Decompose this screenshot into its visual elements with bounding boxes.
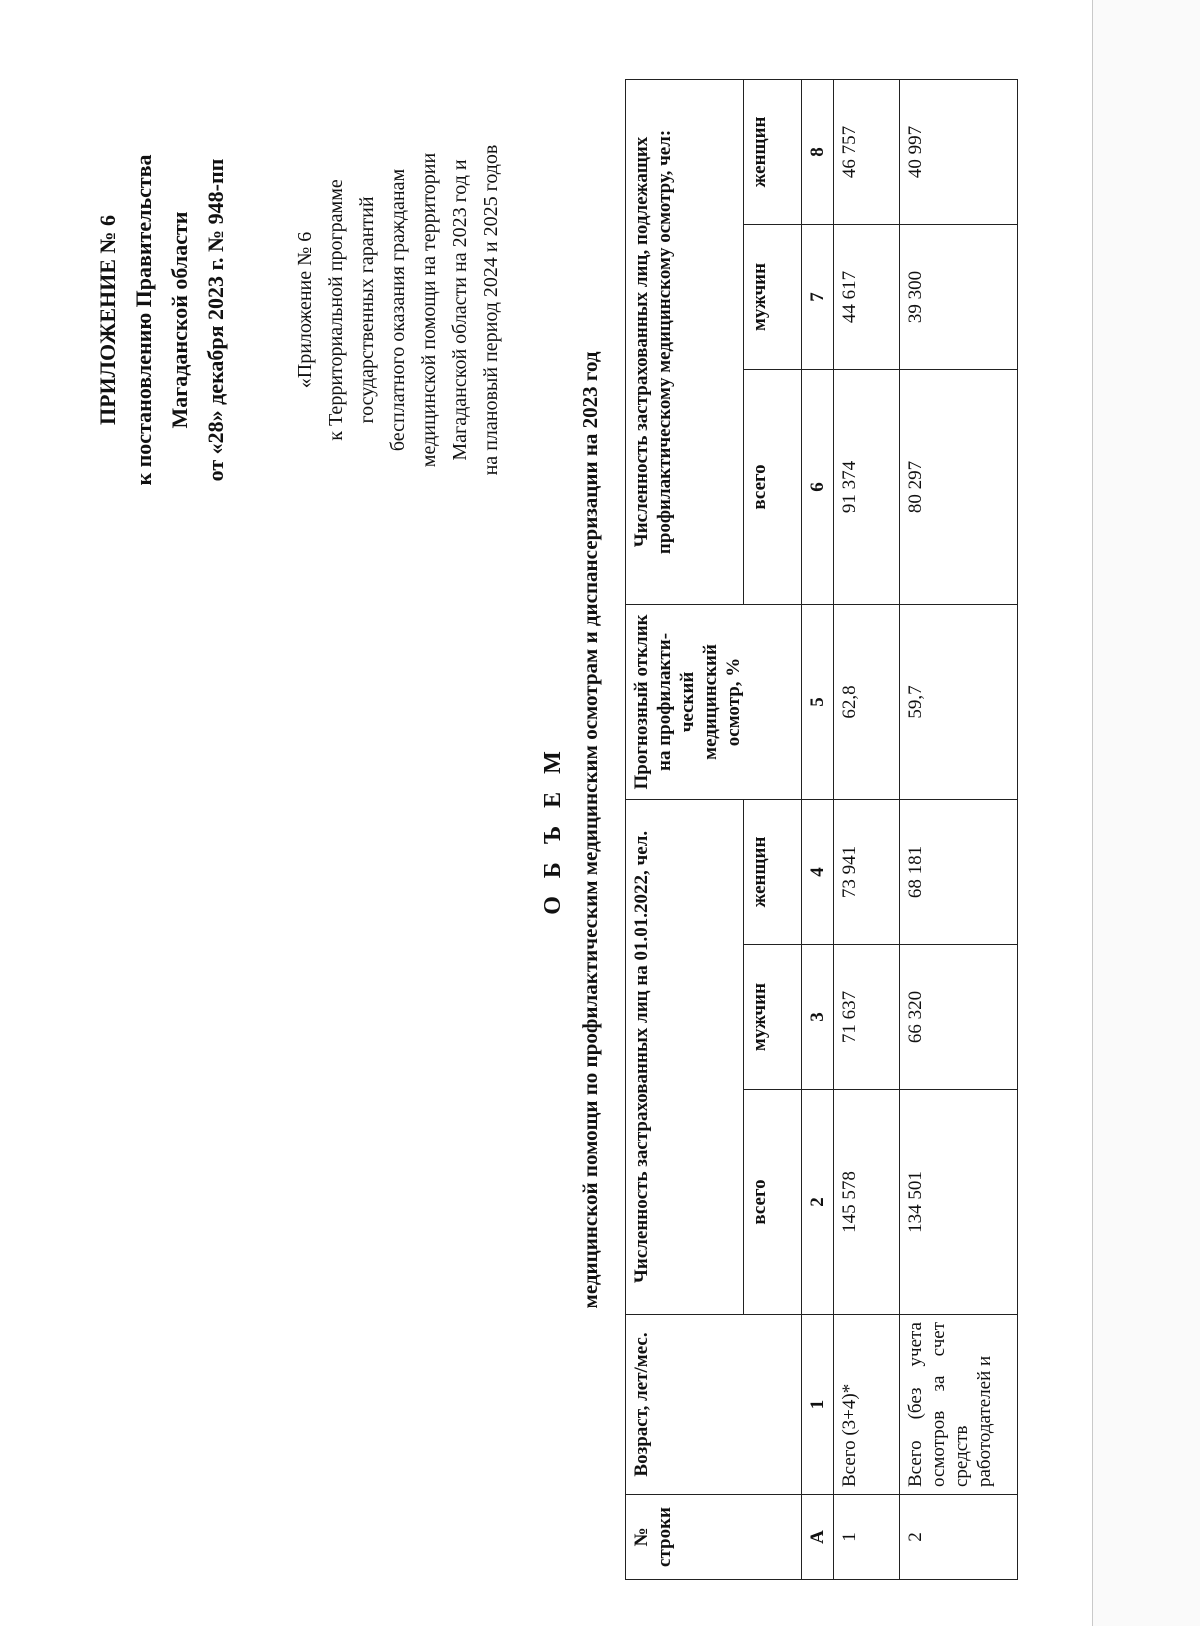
- subject-women-cell: 40 997: [900, 79, 1018, 224]
- insured-women-cell: 73 941: [834, 799, 900, 944]
- document-subtitle: медицинской помощи по профилактическим медицинским осмотрам и диспансеризации на 2023 год: [578, 351, 602, 1309]
- annex-reference: [290, 50, 507, 570]
- header-insured-total: всего: [744, 1090, 802, 1315]
- subject-men-cell: 39 300: [900, 224, 1018, 369]
- scan-edge: [1092, 0, 1093, 1626]
- annex-line-5: медицинской помощи на территории: [418, 152, 440, 468]
- column-number: А: [802, 1495, 834, 1580]
- header-row-1: [626, 79, 744, 1579]
- scan-margin: [1093, 0, 1200, 1626]
- insured-men-cell: 66 320: [900, 945, 1018, 1090]
- column-number: 1: [802, 1315, 834, 1495]
- header-age: Возраст, лет/мес.: [626, 1315, 802, 1495]
- forecast-cell: 62,8: [834, 604, 900, 799]
- annex-line-3: государственных гарантий: [356, 196, 378, 424]
- forecast-cell: 59,7: [900, 604, 1018, 799]
- header-insured-men: мужчин: [744, 945, 802, 1090]
- header-forecast-response: Прогнозный отклик на профилакти-ческий медицинский осмотр, %: [626, 604, 802, 799]
- header-subject-women: женщин: [744, 79, 802, 224]
- appendix-heading: [90, 60, 234, 580]
- column-number: 2: [802, 1090, 834, 1315]
- row-label: Всего (3+4)*: [834, 1315, 900, 1495]
- row-number: 2: [900, 1495, 1018, 1580]
- table-row: [900, 79, 1018, 1579]
- table-row: [834, 79, 900, 1579]
- annex-line-6: Магаданской области на 2023 год и: [449, 159, 471, 461]
- annex-line-4: бесплатного оказания гражданам: [387, 168, 409, 452]
- insured-total-cell: 145 578: [834, 1090, 900, 1315]
- header-insured-population: Численность застрахованных лиц на 01.01.2022, чел.: [626, 799, 744, 1314]
- column-number: 6: [802, 369, 834, 604]
- header-row-number: № строки: [626, 1495, 802, 1580]
- rotated-page: [90, 40, 1090, 1580]
- header-subject-men: мужчин: [744, 224, 802, 369]
- subject-total-cell: 80 297: [900, 369, 1018, 604]
- appendix-line-3: от «28» декабря 2023 г. № 948-пп: [203, 158, 228, 482]
- annex-line-7: на плановый период 2024 и 2025 годов: [480, 144, 502, 476]
- row-label: Всего (без учета осмотров за счет средств работодателей и: [900, 1315, 1018, 1495]
- column-number-row: [802, 79, 834, 1579]
- subject-total-cell: 91 374: [834, 369, 900, 604]
- insured-total-cell: 134 501: [900, 1090, 1018, 1315]
- volume-table: [625, 79, 1018, 1580]
- column-number: 8: [802, 79, 834, 224]
- annex-line-1: «Приложение № 6: [294, 231, 316, 389]
- insured-women-cell: 68 181: [900, 799, 1018, 944]
- column-number: 7: [802, 224, 834, 369]
- row-number: 1: [834, 1495, 900, 1580]
- header-subject-population: Численность застрахованных лиц, подлежащих профилактическому медицинскому осмотру, чел:: [626, 79, 744, 604]
- subject-women-cell: 46 757: [834, 79, 900, 224]
- subject-men-cell: 44 617: [834, 224, 900, 369]
- appendix-line-2: Магаданской области: [167, 211, 192, 429]
- insured-men-cell: 71 637: [834, 945, 900, 1090]
- header-subject-total: всего: [744, 369, 802, 604]
- appendix-line-1: к постановлению Правительства: [131, 154, 156, 486]
- annex-line-2: к Территориальной программе: [325, 179, 347, 441]
- column-number: 4: [802, 799, 834, 944]
- column-number: 3: [802, 945, 834, 1090]
- header-insured-women: женщин: [744, 799, 802, 944]
- appendix-title: ПРИЛОЖЕНИЕ № 6: [95, 214, 120, 426]
- document-title: О Б Ъ Е М: [540, 745, 566, 915]
- column-number: 5: [802, 604, 834, 799]
